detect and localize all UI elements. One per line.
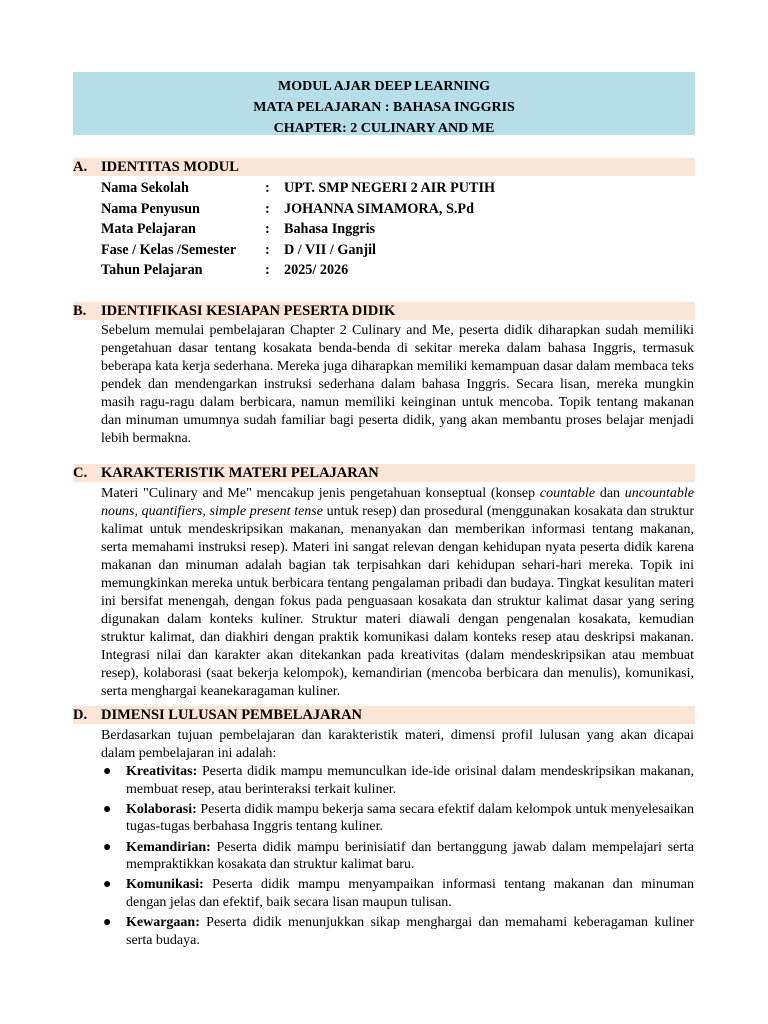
list-item <box>101 839 694 874</box>
identity-colon: : <box>265 241 270 258</box>
list-item-text: Peserta didik mampu berinisiatif dan bertanggung jawab dalam mempelajari serta mempraktikkan kosakata dan struktur kalimat baru. <box>126 839 694 873</box>
header-title: MODUL AJAR DEEP LEARNING <box>278 79 490 94</box>
list-item-text: Peserta didik mampu bekerja sama secara efektif dalam kelompok untuk menyelesaikan tugas-tugas berbahasa Inggris tentang kuliner. <box>126 801 694 835</box>
bullet-icon: ● <box>103 764 112 779</box>
list-item <box>101 801 694 836</box>
identity-value: UPT. SMP NEGERI 2 AIR PUTIH <box>284 180 495 196</box>
section-c-title: KARAKTERISTIK MATERI PELAJARAN <box>101 465 379 481</box>
list-item <box>101 876 694 911</box>
identity-value: Bahasa Inggris <box>284 221 376 238</box>
identity-colon: : <box>265 200 270 217</box>
list-item-text: Peserta didik menunjukkan sikap menghargai dan memahami keberagaman kuliner serta budaya. <box>126 915 694 948</box>
identity-label: Nama Sekolah <box>101 180 189 196</box>
list-item-term: Komunikasi: <box>126 877 204 893</box>
list-item <box>101 763 694 798</box>
section-c-heading <box>73 464 695 482</box>
bullet-icon: ● <box>103 839 112 855</box>
section-a-title: IDENTITAS MODUL <box>101 159 239 175</box>
section-c-text: untuk resep) dan prosedural (menggunakan kosakata dan struktur kalimat untuk mendeskripsikan makanan, menanyakan dan memberikan informasi tentang makanan, serta memahami instruksi resep). Materi ini sangat relevan dengan kehidupan nyata peserta didik karena makanan dan minuman adalah bagian tak terpisahkan dari kehidupan sehari-hari mereka. Topik ini memungkinkan mereka untuk berbicara tentang pengalaman pribadi dan budaya. Tingkat kesulitan materi ini bersifat menengah, dengan fokus pada penguasaan kosakata dan struktur kalimat dasar yang sering digunakan dalam konteks kuliner. Struktur materi diawali dengan pengenalan kosakata, kemudian struktur kalimat, dan diakhiri dengan praktik komunikasi dalam konteks resep atau deskripsi makanan. Integrasi nilai dan karakter akan ditekankan pada kreativitas (dalam mendeskripsikan atau membuat resep), kolaborasi (saat bekerja kelompok), kemandirian (mencoba berbicara dan menulis), komunikasi, serta menghargai keanekaragaman kuliner. <box>101 504 694 699</box>
header-subject: MATA PELAJARAN : BAHASA INGGRIS <box>253 100 515 115</box>
identity-row-author <box>101 199 701 220</box>
section-a-letter: A. <box>73 159 88 175</box>
section-d-title: DIMENSI LULUSAN PEMBELAJARAN <box>101 707 363 723</box>
identity-row-subject <box>101 219 701 240</box>
section-b-title: IDENTIFIKASI KESIAPAN PESERTA DIDIK <box>101 303 396 319</box>
identity-colon: : <box>265 262 270 279</box>
identity-table <box>101 178 701 281</box>
identity-row-school <box>101 178 701 199</box>
bullet-icon: ● <box>103 915 112 931</box>
graduate-dimension-list <box>101 763 694 952</box>
identity-value: D / VII / Ganjil <box>284 241 376 258</box>
list-item-text: Peserta didik mampu menyampaikan informasi tentang makanan dan minuman dengan jelas dan efektif, baik secara lisan maupun tulisan. <box>126 877 694 910</box>
section-c-text: dan <box>595 486 625 501</box>
section-d-heading <box>73 706 695 724</box>
section-b-paragraph: Sebelum memulai pembelajaran Chapter 2 Culinary and Me, peserta didik diharapkan sudah memiliki pengetahuan dasar tentang kosakata benda-benda di sekitar mereka dalam bahasa Inggris, termasuk beberapa kata kerja sederhana. Mereka juga diharapkan memiliki kemampuan dasar dalam membaca teks pendek dan mendengarkan instruksi sederhana dalam bahasa Inggris. Secara lisan, mereka mungkin masih ragu-ragu dalam berbicara, namun memiliki keinginan untuk mencoba. Topik tentang makanan dan minuman umumnya sudah familiar bagi peserta didik, yang akan membantu proses belajar menjadi lebih bermakna. <box>101 323 694 446</box>
identity-value: JOHANNA SIMAMORA, S.Pd <box>284 200 474 217</box>
identity-value: 2025/ 2026 <box>284 262 349 279</box>
identity-row-year <box>101 260 701 281</box>
section-c-paragraph <box>101 485 694 701</box>
identity-colon: : <box>265 180 270 196</box>
section-d-intro: Berdasarkan tujuan pembelajaran dan karakteristik materi, dimensi profil lulusan yang akan dicapai dalam pembelajaran ini adalah: <box>101 728 694 761</box>
list-item-term: Kemandirian: <box>126 839 211 855</box>
section-c-italic-terms: uncountable nouns, quantifiers, simple present tense <box>101 486 694 519</box>
list-item-term: Kewargaan: <box>126 915 200 931</box>
section-c-italic-term: countable <box>539 486 596 501</box>
section-b-letter: B. <box>73 303 87 319</box>
identity-label: Fase / Kelas /Semester <box>101 241 237 258</box>
list-item-term: Kolaborasi: <box>126 801 197 817</box>
list-item-term: Kreativitas: <box>126 764 198 779</box>
section-c-letter: C. <box>73 465 88 481</box>
list-item <box>101 914 694 949</box>
section-a-heading <box>73 158 695 176</box>
bullet-icon: ● <box>103 801 112 817</box>
section-b-heading <box>73 302 695 320</box>
identity-colon: : <box>265 221 270 238</box>
identity-label: Tahun Pelajaran <box>101 262 203 279</box>
header-chapter: CHAPTER: 2 CULINARY AND ME <box>273 121 495 136</box>
identity-label: Nama Penyusun <box>101 200 200 217</box>
section-d-letter: D. <box>73 707 88 723</box>
identity-label: Mata Pelajaran <box>101 221 196 238</box>
identity-row-phase <box>101 240 701 261</box>
section-c-text: Materi "Culinary and Me" mencakup jenis pengetahuan konseptual (konsep <box>101 486 540 501</box>
document-header <box>73 72 695 135</box>
bullet-icon: ● <box>103 877 112 893</box>
list-item-text: Peserta didik mampu memunculkan ide-ide orisinal dalam mendeskripsikan makanan, membuat resep, atau berinteraksi terkait kuliner. <box>126 764 694 797</box>
